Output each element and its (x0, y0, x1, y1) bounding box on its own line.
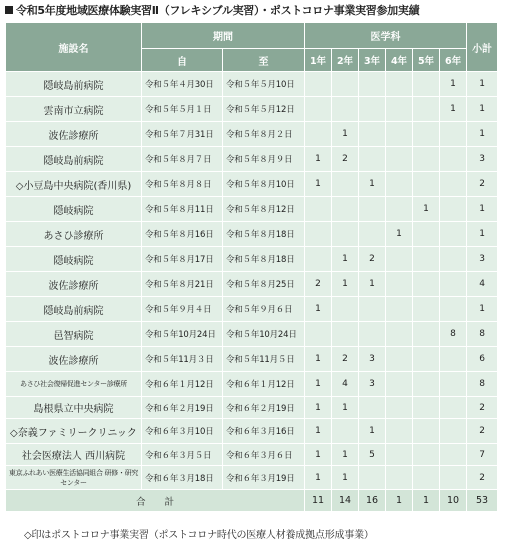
grade-count-cell (413, 372, 440, 397)
to-date-cell: 令和５年10月24日 (223, 322, 305, 347)
from-header: 自 (142, 49, 223, 72)
total-row (6, 490, 498, 512)
grade-count-cell (413, 172, 440, 197)
grade-count-cell (305, 97, 332, 122)
facility-cell: ◇小豆島中央病院(香川県) (6, 172, 142, 197)
grade-count-cell (413, 444, 440, 466)
grade-count-cell (413, 272, 440, 297)
facility-cell: 隠岐島前病院 (6, 147, 142, 172)
grade-count-cell: 1 (332, 272, 359, 297)
total-grade-cell: 11 (305, 490, 332, 512)
grade-count-cell: 1 (332, 444, 359, 466)
grade-count-cell (440, 466, 467, 490)
to-date-cell: 令和６年３月19日 (223, 466, 305, 490)
grade-count-cell (413, 247, 440, 272)
to-date-cell: 令和５年５月12日 (223, 97, 305, 122)
grade-count-cell (305, 122, 332, 147)
grade-count-cell (386, 444, 413, 466)
table-row (6, 97, 498, 122)
grade-count-cell (359, 466, 386, 490)
to-date-cell: 令和６年２月19日 (223, 397, 305, 419)
table-row (6, 272, 498, 297)
grade-count-cell (359, 222, 386, 247)
grade-count-cell (386, 297, 413, 322)
to-date-cell: 令和５年11月５日 (223, 347, 305, 372)
subtotal-cell: 3 (467, 247, 498, 272)
grade-count-cell (332, 172, 359, 197)
from-date-cell: 令和６年１月12日 (142, 372, 223, 397)
facility-cell: 波佐診療所 (6, 272, 142, 297)
subtotal-cell: 1 (467, 197, 498, 222)
grade-count-cell (332, 97, 359, 122)
grade-count-cell (359, 97, 386, 122)
grade-count-cell (332, 297, 359, 322)
grade-count-cell: 2 (332, 147, 359, 172)
grade-count-cell: 8 (440, 322, 467, 347)
grade-count-cell (386, 247, 413, 272)
table-row (6, 372, 498, 397)
table-row (6, 172, 498, 197)
table-body (6, 72, 498, 512)
grade-count-cell (440, 347, 467, 372)
grade-count-cell (440, 419, 467, 444)
subtotal-cell: 3 (467, 147, 498, 172)
table-row (6, 419, 498, 444)
to-date-cell: 令和６年３月16日 (223, 419, 305, 444)
table-row (6, 397, 498, 419)
grade-header: 6年 (440, 49, 467, 72)
grade-count-cell (440, 297, 467, 322)
grade-count-cell (413, 122, 440, 147)
subtotal-cell: 1 (467, 297, 498, 322)
grade-count-cell: 1 (305, 147, 332, 172)
period-header: 期間 (142, 23, 305, 49)
grade-count-cell: 1 (386, 222, 413, 247)
grade-count-cell (440, 222, 467, 247)
table-title (5, 3, 419, 19)
grade-count-cell (386, 72, 413, 97)
grade-header: 4年 (386, 49, 413, 72)
total-grade-cell: 1 (386, 490, 413, 512)
to-date-cell: 令和５年８月18日 (223, 222, 305, 247)
table-row (6, 247, 498, 272)
from-date-cell: 令和５年11月３日 (142, 347, 223, 372)
facility-cell: 隠岐島前病院 (6, 72, 142, 97)
facility-cell: 島根県立中央病院 (6, 397, 142, 419)
grade-header: 1年 (305, 49, 332, 72)
grade-count-cell (386, 272, 413, 297)
from-date-cell: 令和５年８月21日 (142, 272, 223, 297)
grade-count-cell: 1 (332, 122, 359, 147)
from-date-cell: 令和５年10月24日 (142, 322, 223, 347)
grade-count-cell: 1 (359, 172, 386, 197)
subtotal-cell: 2 (467, 397, 498, 419)
grade-header: 3年 (359, 49, 386, 72)
grade-count-cell (359, 147, 386, 172)
grade-count-cell (386, 419, 413, 444)
facility-cell: 雲南市立病院 (6, 97, 142, 122)
table-header (6, 23, 498, 72)
grade-count-cell: 1 (413, 197, 440, 222)
grade-count-cell (359, 122, 386, 147)
table-row (6, 122, 498, 147)
grade-count-cell (413, 222, 440, 247)
grade-count-cell (413, 297, 440, 322)
facility-cell: あさひ診療所 (6, 222, 142, 247)
to-date-cell: 令和６年３月６日 (223, 444, 305, 466)
grade-count-cell (386, 372, 413, 397)
subtotal-cell: 8 (467, 322, 498, 347)
grade-count-cell (386, 397, 413, 419)
subtotal-cell: 6 (467, 347, 498, 372)
from-date-cell: 令和５年８月11日 (142, 197, 223, 222)
grade-count-cell (305, 72, 332, 97)
participation-table (5, 22, 498, 512)
from-date-cell: 令和５年８月16日 (142, 222, 223, 247)
grade-count-cell (440, 272, 467, 297)
grade-count-cell (440, 444, 467, 466)
facility-cell: 邑智病院 (6, 322, 142, 347)
from-date-cell: 令和６年３月18日 (142, 466, 223, 490)
to-date-cell: 令和５年８月９日 (223, 147, 305, 172)
table-title-text: 令和5年度地域医療体験実習Ⅱ（フレキシブル実習）・ポストコロナ事業実習参加実績 (16, 4, 420, 17)
grade-count-cell: 1 (305, 419, 332, 444)
grade-count-cell: 1 (305, 347, 332, 372)
grade-header: 2年 (332, 49, 359, 72)
grade-count-cell (332, 419, 359, 444)
total-grade-cell: 14 (332, 490, 359, 512)
subtotal-cell: 8 (467, 372, 498, 397)
table-row (6, 347, 498, 372)
grade-count-cell (386, 347, 413, 372)
grade-count-cell: 1 (305, 372, 332, 397)
grade-count-cell: 3 (359, 347, 386, 372)
grade-count-cell (305, 247, 332, 272)
from-date-cell: 令和６年３月10日 (142, 419, 223, 444)
grade-count-cell (440, 372, 467, 397)
total-grade-cell: 10 (440, 490, 467, 512)
from-date-cell: 令和５年８月８日 (142, 172, 223, 197)
grade-count-cell: 1 (305, 397, 332, 419)
grade-count-cell (332, 197, 359, 222)
from-date-cell: 令和５年５月１日 (142, 97, 223, 122)
table-row (6, 444, 498, 466)
facility-cell: ◇奈義ファミリークリニック (6, 419, 142, 444)
grade-count-cell: 1 (359, 419, 386, 444)
grade-count-cell: 3 (359, 372, 386, 397)
grade-count-cell: 1 (305, 297, 332, 322)
grade-count-cell (413, 466, 440, 490)
from-date-cell: 令和５年７月31日 (142, 122, 223, 147)
grade-count-cell (332, 72, 359, 97)
grade-count-cell: 1 (305, 444, 332, 466)
total-grade-cell: 1 (413, 490, 440, 512)
to-date-cell: 令和５年８月12日 (223, 197, 305, 222)
grade-count-cell (413, 397, 440, 419)
grade-group-header: 医学科 (305, 23, 467, 49)
grade-count-cell (440, 397, 467, 419)
subtotal-cell: 2 (467, 419, 498, 444)
subtotal-cell: 1 (467, 222, 498, 247)
grade-count-cell (413, 72, 440, 97)
grade-count-cell: 2 (359, 247, 386, 272)
from-date-cell: 令和５年４月30日 (142, 72, 223, 97)
table-row (6, 322, 498, 347)
grade-count-cell (386, 172, 413, 197)
grade-count-cell: 4 (332, 372, 359, 397)
grade-count-cell (440, 247, 467, 272)
subtotal-cell: 2 (467, 466, 498, 490)
grade-count-cell: 1 (332, 247, 359, 272)
grade-count-cell: 5 (359, 444, 386, 466)
grade-count-cell: 1 (359, 272, 386, 297)
grade-count-cell (440, 122, 467, 147)
grade-count-cell (413, 419, 440, 444)
grade-count-cell: 1 (332, 466, 359, 490)
total-grade-cell: 16 (359, 490, 386, 512)
facility-cell: 隠岐島前病院 (6, 297, 142, 322)
table-row (6, 222, 498, 247)
to-date-cell: 令和５年８月２日 (223, 122, 305, 147)
to-date-cell: 令和５年８月25日 (223, 272, 305, 297)
grade-count-cell (359, 397, 386, 419)
table-row (6, 297, 498, 322)
grade-count-cell (386, 322, 413, 347)
grade-count-cell (359, 72, 386, 97)
grade-count-cell: 2 (332, 347, 359, 372)
total-subtotal-cell: 53 (467, 490, 498, 512)
to-date-cell: 令和５年８月18日 (223, 247, 305, 272)
grade-count-cell (413, 347, 440, 372)
grade-count-cell (305, 197, 332, 222)
grade-count-cell (386, 466, 413, 490)
square-bullet-icon (5, 6, 13, 14)
grade-count-cell (413, 97, 440, 122)
grade-count-cell (359, 322, 386, 347)
subtotal-cell: 1 (467, 72, 498, 97)
grade-count-cell: 2 (305, 272, 332, 297)
from-date-cell: 令和６年３月５日 (142, 444, 223, 466)
facility-cell: あさひ社会復帰促進センター診療所 (6, 372, 142, 397)
grade-count-cell (332, 322, 359, 347)
facility-header: 施設名 (6, 23, 142, 72)
from-date-cell: 令和６年２月19日 (142, 397, 223, 419)
facility-cell: 東京ふれあい医療生活協同組合 研修・研究センター (6, 466, 142, 490)
to-date-cell: 令和５年９月６日 (223, 297, 305, 322)
grade-count-cell (359, 197, 386, 222)
table-row (6, 466, 498, 490)
from-date-cell: 令和５年８月17日 (142, 247, 223, 272)
table-row (6, 197, 498, 222)
subtotal-cell: 2 (467, 172, 498, 197)
grade-count-cell: 1 (332, 397, 359, 419)
grade-count-cell (386, 97, 413, 122)
subtotal-cell: 4 (467, 272, 498, 297)
grade-count-cell: 1 (440, 72, 467, 97)
to-header: 至 (223, 49, 305, 72)
from-date-cell: 令和５年８月７日 (142, 147, 223, 172)
facility-cell: 隠岐病院 (6, 197, 142, 222)
table-row (6, 147, 498, 172)
grade-header: 5年 (413, 49, 440, 72)
subtotal-cell: 1 (467, 97, 498, 122)
subtotal-cell: 1 (467, 122, 498, 147)
grade-count-cell (413, 322, 440, 347)
subtotal-header: 小計 (467, 23, 498, 72)
facility-cell: 波佐診療所 (6, 122, 142, 147)
grade-count-cell (440, 172, 467, 197)
grade-count-cell (305, 222, 332, 247)
to-date-cell: 令和５年５月10日 (223, 72, 305, 97)
grade-count-cell: 1 (440, 97, 467, 122)
total-label: 合 計 (6, 490, 305, 512)
grade-count-cell (386, 147, 413, 172)
grade-count-cell (440, 147, 467, 172)
grade-count-cell (359, 297, 386, 322)
facility-cell: 社会医療法人 西川病院 (6, 444, 142, 466)
grade-count-cell (440, 197, 467, 222)
grade-count-cell (386, 122, 413, 147)
subtotal-cell: 7 (467, 444, 498, 466)
to-date-cell: 令和５年８月10日 (223, 172, 305, 197)
facility-cell: 隠岐病院 (6, 247, 142, 272)
grade-count-cell (413, 147, 440, 172)
grade-count-cell: 1 (305, 172, 332, 197)
table-row (6, 72, 498, 97)
facility-cell: 波佐診療所 (6, 347, 142, 372)
grade-count-cell (386, 197, 413, 222)
grade-count-cell (305, 322, 332, 347)
grade-count-cell (332, 222, 359, 247)
from-date-cell: 令和５年９月４日 (142, 297, 223, 322)
to-date-cell: 令和６年１月12日 (223, 372, 305, 397)
footnote: ◇印はポストコロナ事業実習（ポストコロナ時代の医療人材養成拠点形成事業） (24, 530, 374, 541)
grade-count-cell: 1 (305, 466, 332, 490)
